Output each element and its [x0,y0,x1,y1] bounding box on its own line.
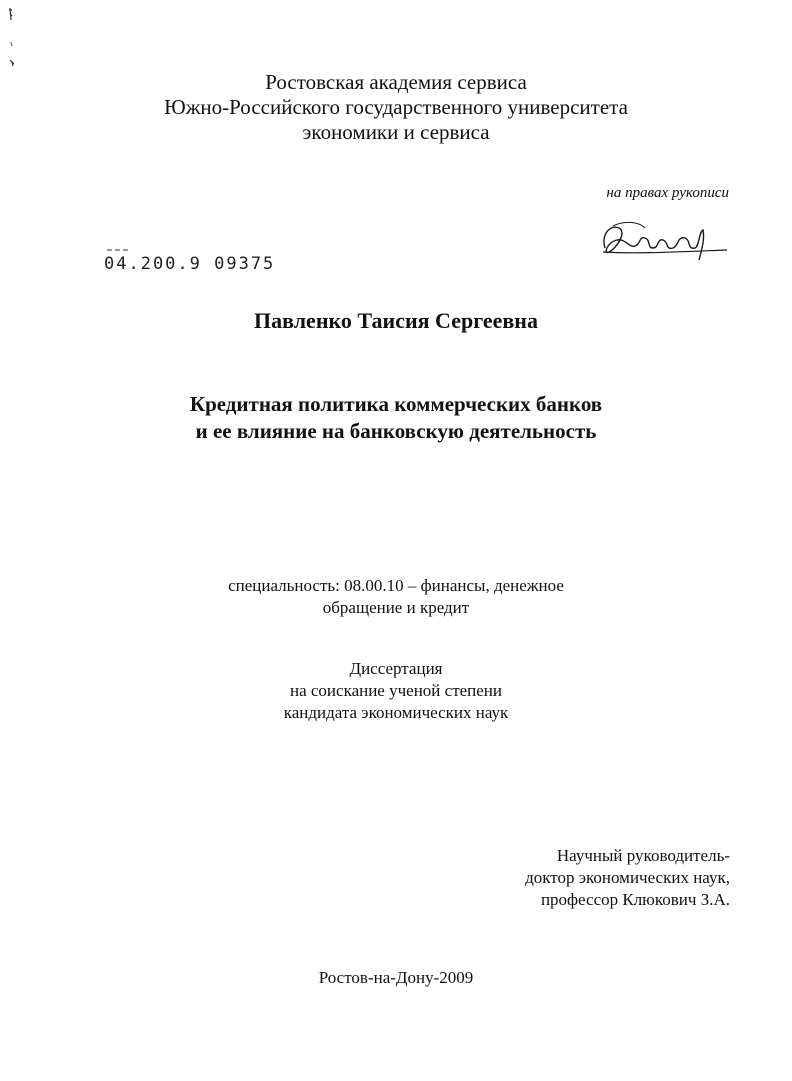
specialty-line-2: обращение и кредит [322,598,470,617]
city-year: Ростов-на-Дону-2009 [318,968,474,987]
advisor-line-3: профессор Клюкович З.А. [540,890,730,909]
specialty-line-1: специальность: 08.00.10 – финансы, денежное [228,576,564,595]
registration-number-overline [107,248,129,252]
dissertation-title [0,391,792,445]
thesis-degree-block [0,658,792,724]
author-name: Павленко Таисия Сергеевна [254,308,538,333]
advisor-line-2: доктор экономических наук, [525,868,730,887]
institution-line-3: экономики и сервиса [302,120,490,144]
title-line-1: Кредитная политика коммерческих банков [189,392,603,416]
registration-number: 04.200.9 09375 [104,254,276,274]
institution-header [0,70,792,145]
handwritten-signature [595,218,730,266]
institution-line-2: Южно-Российского государственного университета [164,95,628,119]
scientific-advisor-block [525,845,730,911]
rights-note: на правах рукописи [606,185,729,201]
thesis-line-3: кандидата экономических наук [283,703,509,722]
specialty-block [0,575,792,619]
institution-line-1: Ростовская академия сервиса [265,70,527,94]
title-line-2: и ее влияние на банковскую деятельность [195,419,597,443]
thesis-line-1: Диссертация [349,659,443,678]
thesis-line-2: на соискание ученой степени [289,681,503,700]
scan-margin-marks [6,4,18,74]
advisor-line-1: Научный руководитель- [556,846,730,865]
